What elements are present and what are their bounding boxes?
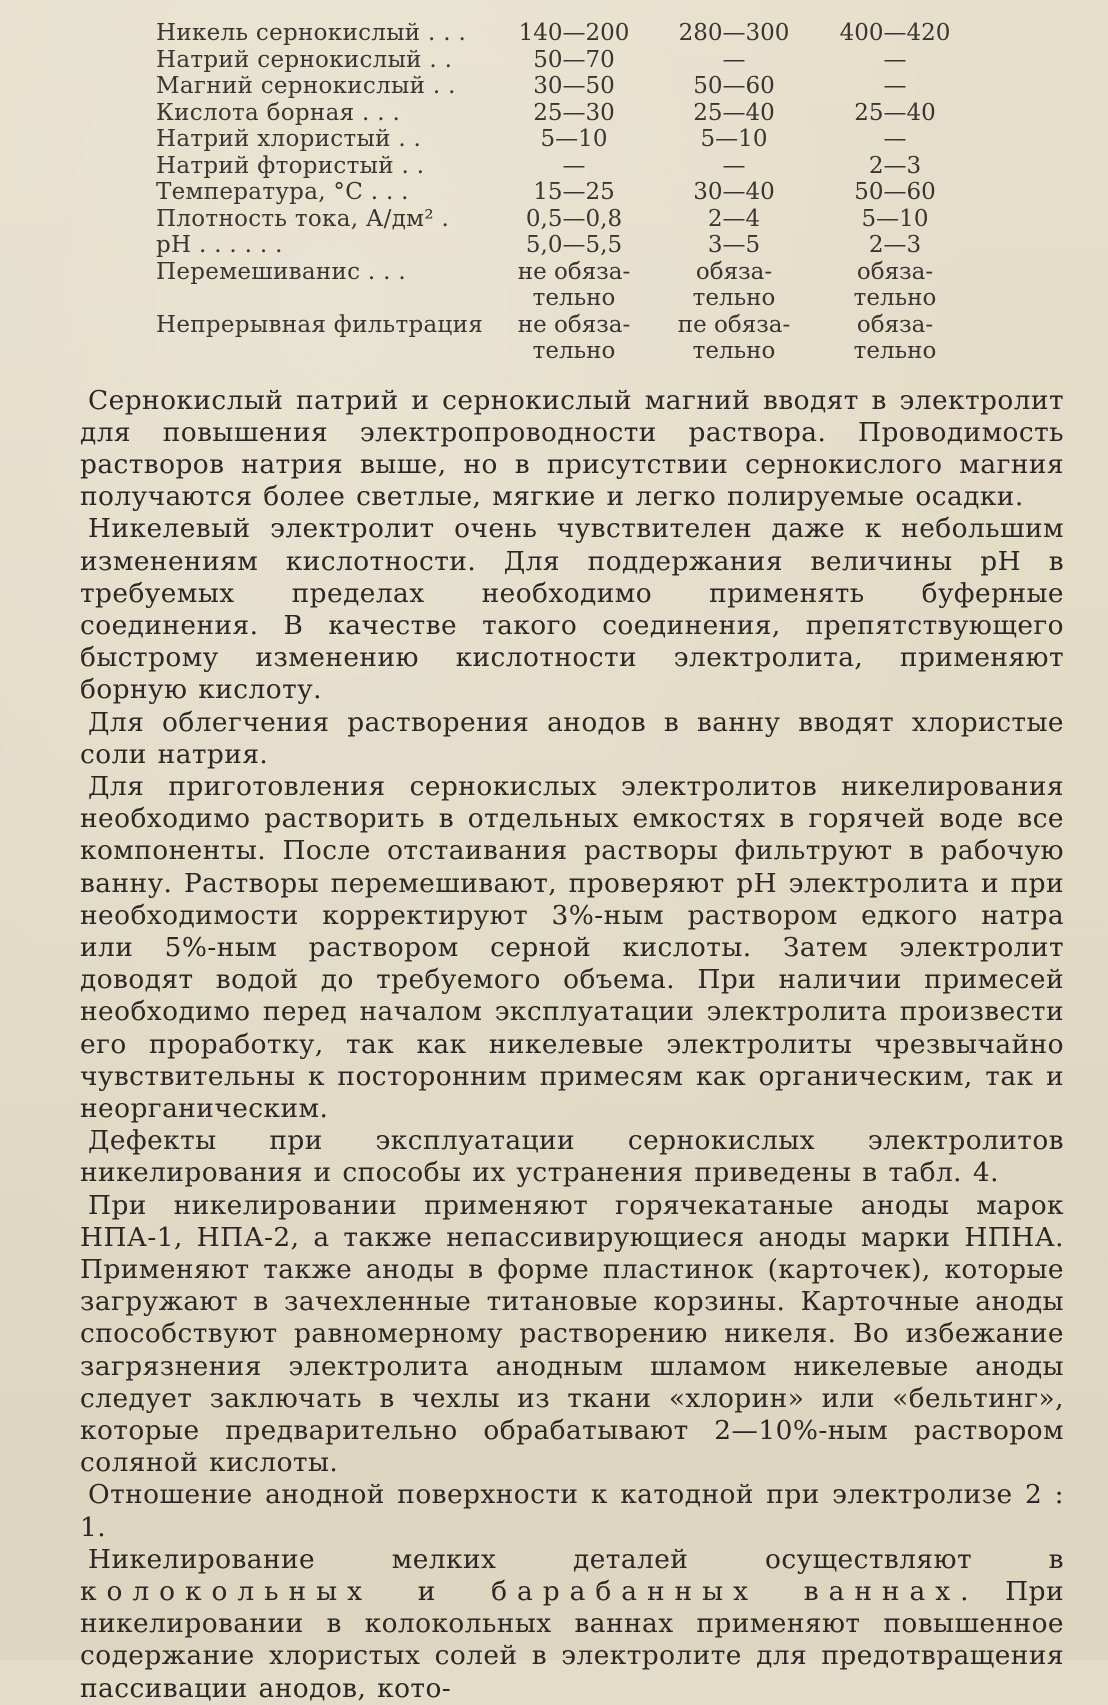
cell-electrolyte-3: обяза- тельно [853, 311, 937, 364]
spaced-emphasis: колокольных и барабанных ваннах [80, 1576, 961, 1608]
cell-electrolyte-1: — [562, 152, 586, 179]
cell-electrolyte-2: 280—300 [678, 20, 790, 46]
cell-electrolyte-1: не обяза- тельно [517, 311, 631, 364]
cell-electrolyte-3: — [883, 126, 907, 152]
paragraph: Сернокислый патрий и сернокислый магний вводят в электролит для повышения электропроводности раствора. Проводимость растворов натрия выше, но в присутствии сернокислого магния получаются более светлые, мягкие и легко полируемые осадки. [80, 384, 1064, 513]
cell-electrolyte-2: 25—40 [693, 99, 775, 126]
cell-electrolyte-3: 5—10 [861, 205, 929, 232]
row-label: Температура, °С . . . [156, 179, 409, 205]
cell-electrolyte-2: 2—4 [707, 205, 761, 232]
paragraph-text: . При никелировании в колокольных ваннах применяют повышенное содержание хлористых солей в электролите для предотвращения пассивации анодов, кото- [80, 1576, 1064, 1704]
cell-electrolyte-2: 5—10 [700, 126, 768, 152]
cell-electrolyte-2: 30—40 [693, 179, 775, 205]
paragraph [80, 1544, 1064, 1705]
paragraph: Дефекты при эксплуатации сернокислых электролитов никелирования и способы их устранения приведены в табл. 4. [80, 1125, 1064, 1189]
table-row [156, 73, 976, 100]
row-label: pH . . . . . . [156, 232, 283, 258]
cell-electrolyte-1: 5,0—5,5 [525, 232, 623, 258]
paragraph: Для облегчения растворения анодов в ванну вводят хлористые соли натрия. [80, 706, 1064, 770]
cell-electrolyte-1: не обяза- тельно [517, 258, 631, 311]
paragraph-text: Никелирование мелких деталей осуществляют в [88, 1543, 1064, 1575]
table-row [156, 232, 976, 259]
table-row [156, 206, 976, 233]
table-row [156, 100, 976, 127]
cell-electrolyte-1: 5—10 [540, 126, 608, 152]
cell-electrolyte-2: 3—5 [707, 232, 761, 258]
cell-electrolyte-1: 0,5—0,8 [525, 205, 623, 232]
electrolyte-composition-table [156, 20, 976, 365]
cell-electrolyte-1: 50—70 [533, 46, 615, 73]
cell-electrolyte-2: — [722, 46, 746, 73]
table-row [156, 179, 976, 206]
cell-electrolyte-3: 400—420 [839, 20, 951, 46]
cell-electrolyte-1: 30—50 [533, 73, 615, 99]
table-row [156, 259, 976, 312]
cell-electrolyte-3: 25—40 [854, 99, 936, 126]
cell-electrolyte-3: обяза- тельно [853, 258, 937, 311]
cell-electrolyte-3: — [883, 73, 907, 99]
row-label: Натрий сернокислый . . [156, 46, 453, 73]
table-row [156, 20, 976, 47]
cell-electrolyte-3: — [883, 46, 907, 73]
cell-electrolyte-3: 2—3 [868, 232, 922, 258]
body-text [80, 385, 1064, 1705]
cell-electrolyte-3: 2—3 [868, 152, 922, 179]
table-row [156, 153, 976, 180]
paragraph: Для приготовления сернокислых электролитов никелирования необходимо растворить в отдельных емкостях в горячей воде все компоненты. После отстаивания растворы фильтруют в рабочую ванну. Растворы перемешивают, проверяют pH электролита и при необходимости корректируют 3%-ным раствором едкого натра или 5%-ным раствором серной кислоты. Затем электролит доводят водой до требуемого объема. При наличии примесей необходимо перед началом эксплуатации электролита произвести его проработку, так как никелевые электролиты чрезвычайно чувствительны к посторонним примесям как органическим, так и неорганическим. [80, 770, 1064, 1124]
table-row [156, 126, 976, 153]
cell-electrolyte-1: 15—25 [533, 179, 615, 205]
paragraph: При никелировании применяют горячекатаные аноды марок НПА-1, НПА-2, а также непассивирующиеся аноды марки НПНА. Применяют также аноды в форме пластинок (карточек), которые загружают в зачехленные титановые корзины. Карточные аноды способствуют равномерному растворению никеля. Во избежание загрязнения электролита анодным шламом никелевые аноды следует заключать в чехлы из ткани «хлорин» или «бельтинг», которые предварительно обрабатывают 2—10%-ным раствором соляной кислоты. [80, 1189, 1064, 1479]
row-label: Кислота борная . . . [156, 99, 401, 126]
row-label: Плотность тока, А/дм² . [156, 205, 450, 232]
cell-electrolyte-2: пе обяза- тельно [677, 311, 791, 364]
cell-electrolyte-2: обяза- тельно [692, 258, 776, 311]
row-label: Магний сернокислый . . [156, 73, 456, 99]
row-label: Перемешиванис . . . [156, 258, 406, 285]
cell-electrolyte-2: 50—60 [693, 73, 775, 99]
cell-electrolyte-2: — [722, 152, 746, 179]
paragraph: Никелевый электролит очень чувствителен даже к небольшим изменениям кислотности. Для поддержания величины pH в требуемых пределах необходимо применять буферные соединения. В качестве такого соединения, препятствующего быстрому изменению кислотности электролита, применяют борную кислоту. [80, 513, 1064, 706]
row-label: Никель сернокислый . . . [156, 20, 467, 46]
row-label: Натрий фтористый . . [156, 152, 425, 179]
cell-electrolyte-3: 50—60 [854, 179, 936, 205]
table-row [156, 312, 976, 365]
row-label: Непрерывная фильтрация [156, 311, 484, 338]
table-row [156, 47, 976, 74]
paragraph: Отношение анодной поверхности к катодной при электролизе 2 : 1. [80, 1479, 1064, 1543]
row-label: Натрий хлористый . . [156, 126, 422, 152]
cell-electrolyte-1: 25—30 [533, 99, 615, 126]
cell-electrolyte-1: 140—200 [518, 20, 630, 46]
